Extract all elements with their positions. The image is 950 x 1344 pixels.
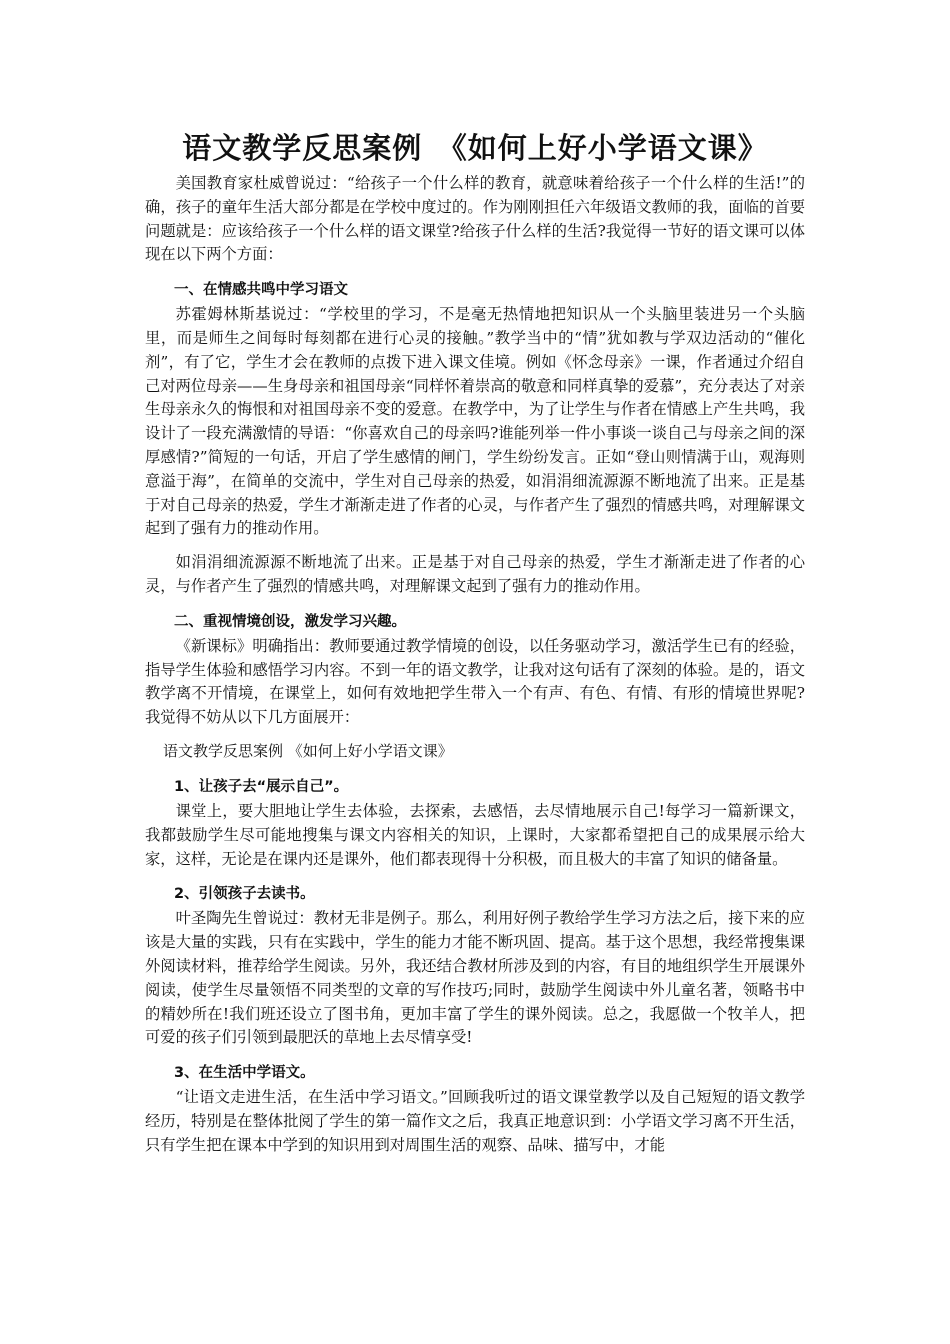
section-1-heading: 一、在情感共鸣中学习语文 [174,282,348,299]
section-2-paragraph-1: 《新课标》明确指出：教师要通过教学情境的创设，以任务驱动学习，激活学生已有的经验，指导学生体验和感悟学习内容。不到一年的语文教学，让我对这句话有了深刻的体验。是的，语文教学离不开情境，在课堂上，如何有效地把学生带入一个有声、有色、有情、有形的情境世界呢?我觉得不妨从以下几方面展开： [145,636,805,727]
item-1-paragraph: 课堂上，要大胆地让学生去体验，去探索，去感悟，去尽情地展示自己!每学习一篇新课文，我都鼓励学生尽可能地搜集与课文内容相关的知识，上课时，大家都希望把自己的成果展示给大家，这样，无论是在课内还是课外，他们都表现得十分积极，而且极大的丰富了知识的储备量。 [145,801,805,868]
section-1-paragraph-1: 苏霍姆林斯基说过：“学校里的学习，不是毫无热情地把知识从一个头脑里装进另一个头脑里，而是师生之间每时每刻都在进行心灵的接触。”教学当中的“情”犹如教与学双边活动的“催化剂”，有了它，学生才会在教师的点拨下进入课文佳境。例如《怀念母亲》一课，作者通过介绍自己对两位母亲——生身母亲和祖国母亲“同样怀着崇高的敬意和同样真挚的爱慕”，充分表达了对亲生母亲永久的悔恨和对祖国母亲不变的爱意。在教学中，为了让学生与作者在情感上产生共鸣，我设计了一段充满激情的导语：“你喜欢自己的母亲吗?谁能列举一件小事谈一谈自己与母亲之间的深厚感情?”简短的一句话，开启了学生感情的闸门，学生纷纷发言。正如“登山则情满于山，观海则意溢于海”，在简单的交流中，学生对自己母亲的热爱，如涓涓细流源源不断地流了出来。正是基于对自己母亲的热爱，学生才渐渐走进了作者的心灵，与作者产生了强烈的情感共鸣，对理解课文起到了强有力的推动作用。 [145,305,805,538]
item-2-heading: 2、引领孩子去读书。 [174,886,315,903]
document-title: 语文教学反思案例 《如何上好小学语文课》 [182,131,768,165]
item-2-paragraph: 叶圣陶先生曾说过：教材无非是例子。那么，利用好例子教给学生学习方法之后，接下来的应该是大量的实践，只有在实践中，学生的能力才能不断巩固、提高。基于这个思想，我经常搜集课外阅读材料，推荐给学生阅读。另外，我还结合教材所涉及到的内容，有目的地组织学生开展课外阅读，使学生尽量领悟不同类型的文章的写作技巧;同时，鼓励学生阅读中外儿童名著，领略书中的精妙所在!我们班还设立了图书角，更加丰富了学生的课外阅读。总之，我愿做一个牧羊人，把可爱的孩子们引领到最肥沃的草地上去尽情享受! [145,909,805,1047]
document-page [145,128,805,1170]
item-3-paragraph: “让语文走进生活，在生活中学习语文。”回顾我听过的语文课堂教学以及自己短短的语文教学经历，特别是在整体批阅了学生的第一篇作文之后，我真正地意识到：小学语文学习离不开生活，只有学生把在课本中学到的知识用到对周围生活的观察、品味、描写中，才能 [145,1088,805,1154]
repeated-subtitle: 语文教学反思案例 《如何上好小学语文课》 [163,741,453,760]
section-2-heading: 二、重视情境创设，激发学习兴趣。 [174,613,406,630]
section-1-paragraph-2: 如涓涓细流源源不断地流了出来。正是基于对自己母亲的热爱，学生才渐渐走进了作者的心灵，与作者产生了强烈的情感共鸣，对理解课文起到了强有力的推动作用。 [145,553,805,595]
intro-paragraph: 美国教育家杜威曾说过：“给孩子一个什么样的教育，就意味着给孩子一个什么样的生活!”的确，孩子的童年生活大部分都是在学校中度过的。作为刚刚担任六年级语文教师的我，面临的首要问题就是：应该给孩子一个什么样的语文课堂?给孩子什么样的生活?我觉得一节好的语文课可以体现在以下两个方面： [145,174,805,264]
item-1-heading: 1、让孩子去“展示自己”。 [174,778,349,795]
item-3-heading: 3、在生活中学语文。 [174,1065,315,1082]
